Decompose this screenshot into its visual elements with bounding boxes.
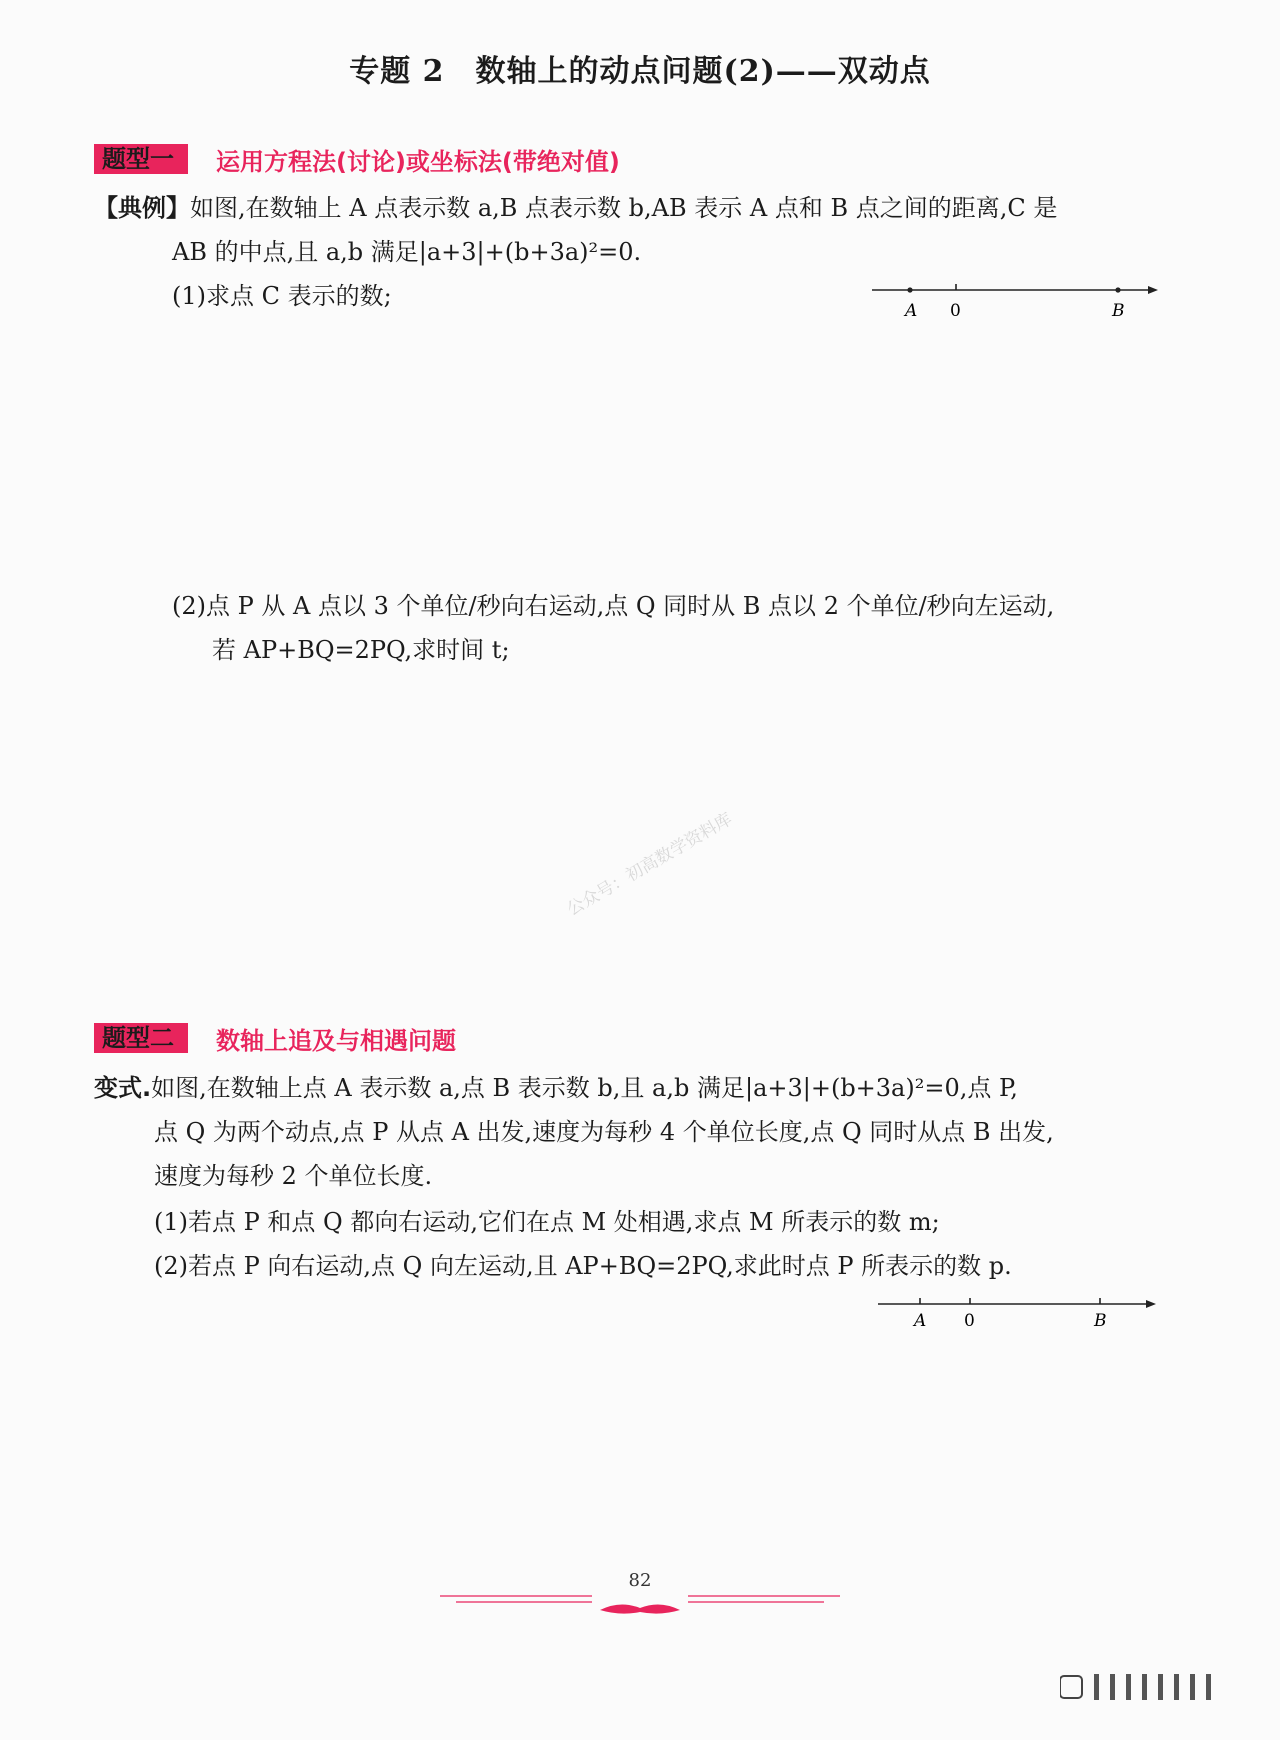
section-1-header <box>94 144 620 174</box>
variant-line-3: 速度为每秒 2 个单位长度. <box>154 1162 433 1190</box>
point-b-dot <box>1115 287 1120 292</box>
section-2-title: 数轴上追及与相遇问题 <box>216 1026 456 1055</box>
label-a: A <box>914 1311 927 1331</box>
page-number: 82 <box>628 1570 652 1591</box>
variant-question-1: (1)若点 P 和点 Q 都向右运动,它们在点 M 处相遇,求点 M 所表示的数 m; <box>154 1208 940 1236</box>
scan-edge-marks <box>1060 1672 1240 1706</box>
example-text-1: 如图,在数轴上 A 点表示数 a,B 点表示数 b,AB 表示 A 点和 B 点之间的距离,C 是 <box>190 194 1058 222</box>
section-2-header <box>94 1023 456 1053</box>
example-question-1: (1)求点 C 表示的数; <box>172 282 392 310</box>
axis-arrow <box>1148 286 1158 294</box>
watermark: 公众号：初高数学资料库 <box>563 809 736 921</box>
variant-line-1 <box>94 1072 1018 1104</box>
label-b: B <box>1112 301 1125 321</box>
section-2-tag: 题型二 <box>94 1023 188 1053</box>
example-question-2-line-1: (2)点 P 从 A 点以 3 个单位/秒向右运动,点 Q 同时从 B 点以 2 个单位/秒向左运动, <box>172 592 1055 620</box>
number-line-2 <box>876 1290 1176 1344</box>
example-lead: 【典例】 <box>94 194 190 222</box>
example-line-1 <box>94 192 1057 224</box>
axis-arrow <box>1146 1300 1156 1308</box>
section-1-title: 运用方程法(讨论)或坐标法(带绝对值) <box>216 147 620 176</box>
section-1-tag: 题型一 <box>94 144 188 174</box>
variant-lead: 变式. <box>94 1074 152 1102</box>
label-origin: 0 <box>964 1311 975 1331</box>
page-footer <box>0 1570 1280 1630</box>
label-a: A <box>905 301 918 321</box>
page-title: 专题 2 数轴上的动点问题(2)——双动点 <box>349 54 931 89</box>
example-question-2-line-2: 若 AP+BQ=2PQ,求时间 t; <box>212 636 510 664</box>
label-origin: 0 <box>950 301 961 321</box>
variant-line-2: 点 Q 为两个动点,点 P 从点 A 出发,速度为每秒 4 个单位长度,点 Q 同时从点 B 出发, <box>154 1118 1054 1146</box>
label-b: B <box>1094 1311 1107 1331</box>
number-line-1 <box>870 276 1170 330</box>
variant-question-2: (2)若点 P 向右运动,点 Q 向左运动,且 AP+BQ=2PQ,求此时点 P 所表示的数 p. <box>154 1252 1012 1280</box>
variant-text-1: 如图,在数轴上点 A 表示数 a,点 B 表示数 b,且 a,b 满足|a+3|+(b+3a)²=0,点 P, <box>151 1074 1018 1102</box>
example-line-2: AB 的中点,且 a,b 满足|a+3|+(b+3a)²=0. <box>172 238 642 266</box>
point-a-dot <box>907 287 912 292</box>
